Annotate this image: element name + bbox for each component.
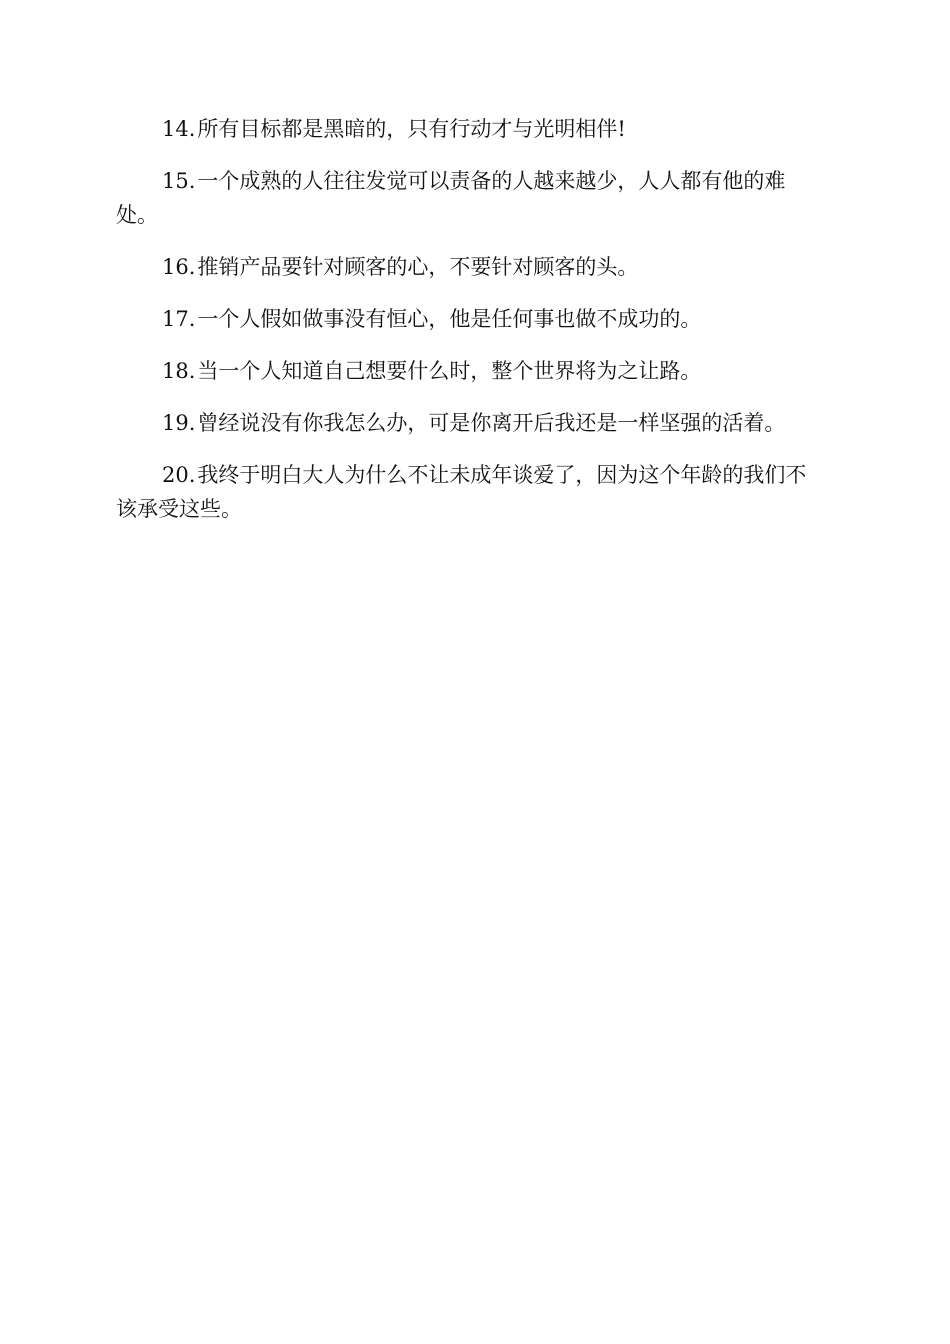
item-number: 17. bbox=[162, 307, 196, 331]
item-text: 当一个人知道自己想要什么时，整个世界将为之让路。 bbox=[197, 359, 702, 383]
list-item bbox=[116, 354, 826, 388]
document-body bbox=[116, 112, 826, 544]
item-text: 推销产品要针对顾客的心，不要针对顾客的头。 bbox=[197, 255, 639, 279]
list-item bbox=[116, 250, 826, 284]
item-number: 18. bbox=[162, 359, 196, 383]
item-text: 一个人假如做事没有恒心，他是任何事也做不成功的。 bbox=[197, 307, 702, 331]
list-item bbox=[116, 458, 826, 526]
item-number: 14. bbox=[162, 117, 196, 141]
item-text: 一个成熟的人往往发觉可以责备的人越来越少，人人都有他的难处。 bbox=[116, 169, 786, 227]
item-number: 16. bbox=[162, 255, 196, 279]
item-text: 我终于明白大人为什么不让未成年谈爱了，因为这个年龄的我们不该承受这些。 bbox=[116, 463, 807, 521]
item-number: 15. bbox=[162, 169, 196, 193]
list-item bbox=[116, 302, 826, 336]
list-item bbox=[116, 406, 826, 440]
item-text: 所有目标都是黑暗的，只有行动才与光明相伴! bbox=[197, 117, 626, 141]
list-item bbox=[116, 112, 826, 146]
item-number: 19. bbox=[162, 411, 196, 435]
item-text: 曾经说没有你我怎么办，可是你离开后我还是一样坚强的活着。 bbox=[197, 411, 786, 435]
item-number: 20. bbox=[162, 463, 196, 487]
list-item bbox=[116, 164, 826, 232]
